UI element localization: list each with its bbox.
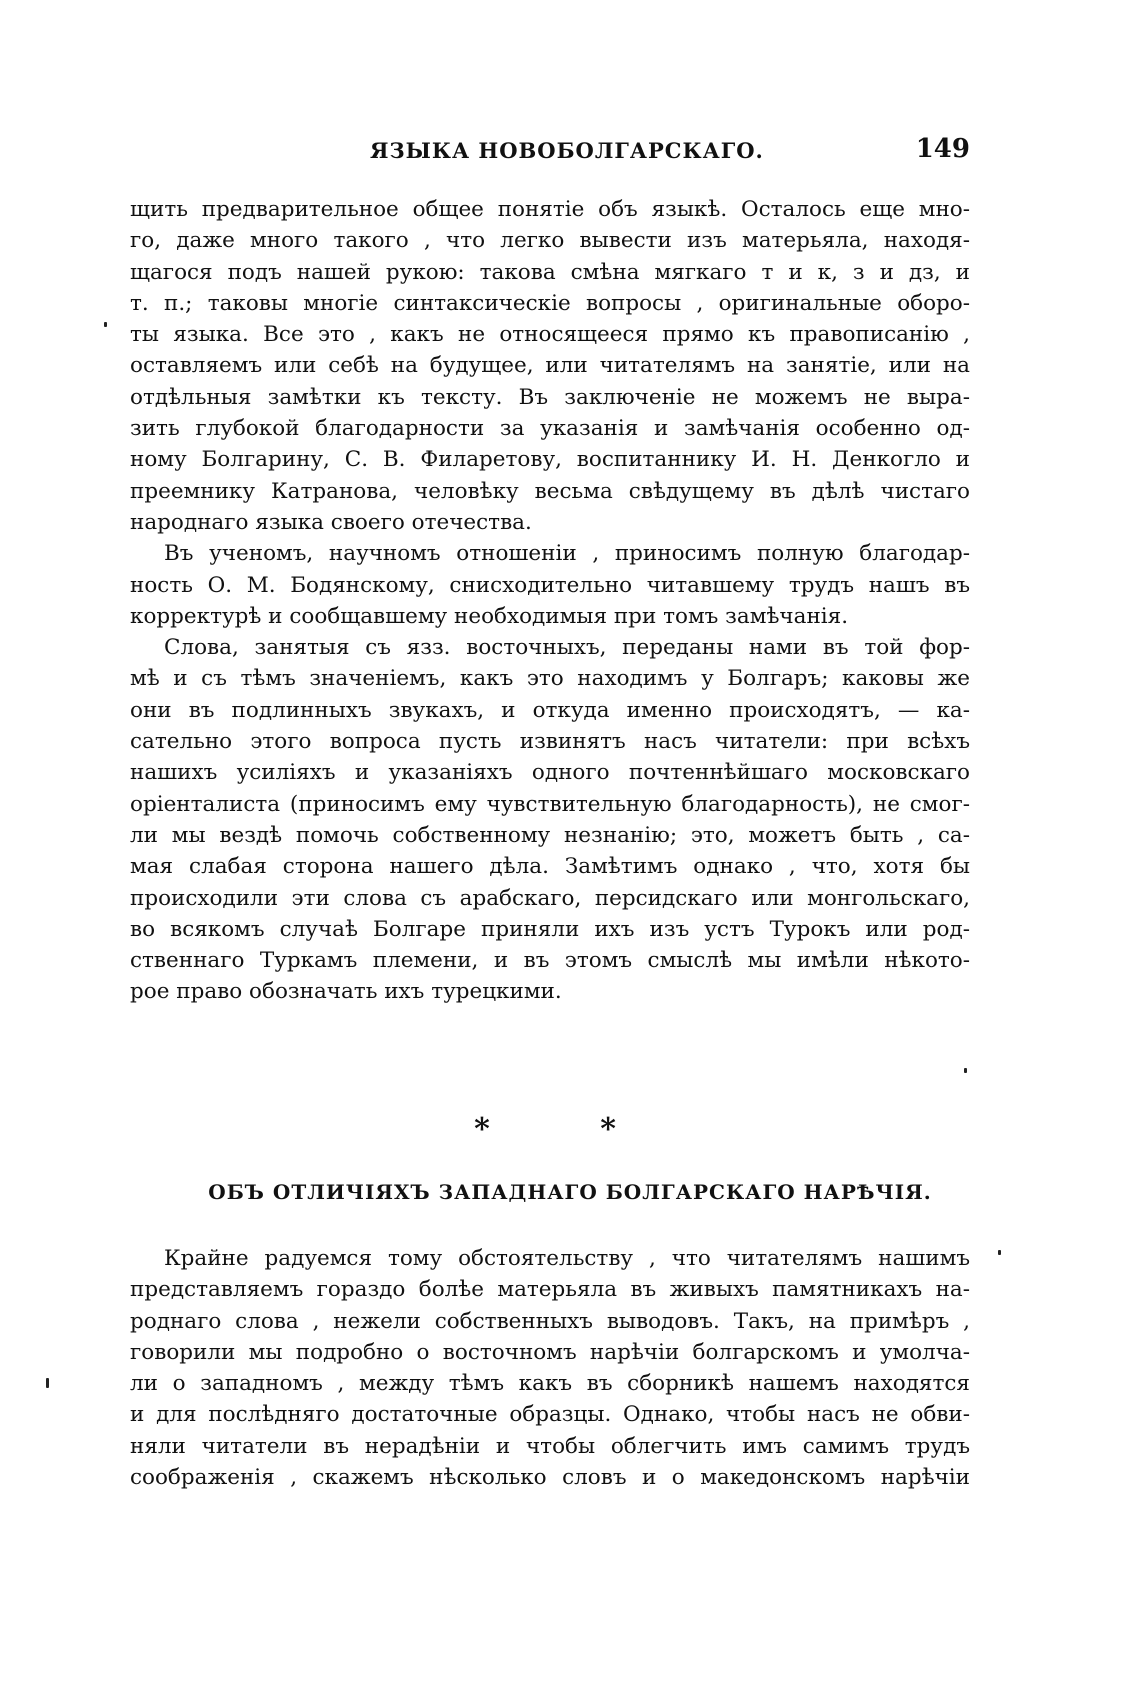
text-line: щагося подъ нашей рукою: такова смѣна мягкаго т и к, з и дз, и [130, 259, 970, 285]
text-line: корректурѣ и сообщавшему необходимыя при томъ замѣчанія. [130, 603, 849, 629]
text-line: во всякомъ случаѣ Болгаре приняли ихъ изъ устъ Турокъ или род- [130, 916, 970, 942]
text-line: зить глубокой благодарности за указанія и замѣчанія особенно од- [130, 416, 970, 442]
scan-speck [998, 1250, 1001, 1255]
text-line: няли читатели въ нерадѣніи и чтобы облегчить имъ самимъ трудъ [130, 1433, 970, 1459]
text-line: Слова, занятыя съ язз. восточныхъ, переданы нами въ той фор- [164, 635, 970, 661]
text-line: народнаго языка своего отечества. [130, 509, 532, 535]
scan-speck [104, 322, 107, 327]
text-line: оріенталиста (приносимъ ему чувствительную благодарность), не смог- [130, 791, 970, 817]
section-separator: * * [474, 1112, 666, 1147]
text-line: нашихъ усиліяхъ и указаніяхъ одного почтеннѣйшаго московскаго [130, 760, 970, 786]
text-line: отдѣльныя замѣтки къ тексту. Въ заключеніе не можемъ не выра- [130, 384, 970, 410]
scan-speck [46, 1378, 49, 1388]
text-line: и для послѣдняго достаточные образцы. Однако, чтобы насъ не обви- [130, 1402, 970, 1428]
text-line: происходили эти слова съ арабскаго, персидскаго или монгольскаго, [130, 885, 970, 911]
running-title: ЯЗЫКА НОВОБОЛГАРСКАГО. [370, 138, 764, 163]
text-line: т. п.; таковы многіе синтаксическіе вопросы , оригинальные оборо- [130, 290, 970, 316]
scan-speck [964, 1068, 967, 1073]
text-line: они въ подлинныхъ звукахъ, и откуда именно происходятъ, — ка- [130, 697, 970, 723]
paragraph [130, 538, 970, 632]
paragraph [130, 194, 970, 538]
text-line: мѣ и съ тѣмъ значеніемъ, какъ это находимъ у Болгаръ; каковы же [130, 666, 970, 692]
text-line: щить предварительное общее понятіе объ языкѣ. Осталось еще мно- [130, 197, 970, 222]
text-line: оставляемъ или себѣ на будущее, или читателямъ на занятіе, или на [130, 353, 970, 379]
text-line: Въ ученомъ, научномъ отношеніи , приносимъ полную благодар- [164, 541, 970, 567]
text-line: ному Болгарину, С. В. Филаретову, воспитаннику И. Н. Денкогло и [130, 447, 970, 473]
text-line: мая слабая сторона нашего дѣла. Замѣтимъ однако , что, хотя бы [130, 854, 970, 880]
page-header [130, 134, 970, 178]
section-text [130, 1243, 970, 1493]
text-line: ты языка. Все это , какъ не относящееся прямо къ правописанію , [130, 322, 970, 348]
section-title: ОБЪ ОТЛИЧІЯХЪ ЗАПАДНАГО БОЛГАРСКАГО НАРѢЧІЯ. [208, 1180, 932, 1204]
text-line: Крайне радуемся тому обстоятельству , что читателямъ нашимъ [164, 1246, 970, 1271]
page-number: 149 [915, 134, 970, 164]
text-line: говорили мы подробно о восточномъ нарѣчіи болгарскомъ и умолча- [130, 1339, 970, 1365]
text-line: ственнаго Туркамъ племени, и въ этомъ смыслѣ мы имѣли нѣкото- [130, 948, 970, 974]
paragraph [130, 1243, 970, 1493]
text-line: роднаго слова , нежели собственныхъ выводовъ. Такъ, на примѣръ , [130, 1308, 970, 1334]
text-line: го, даже много такого , что легко вывести изъ матерьяла, находя- [130, 228, 970, 254]
text-line: представляемъ гораздо болѣе матерьяла въ живыхъ памятникахъ на- [130, 1277, 970, 1303]
text-line: рое право обозначать ихъ турецкими. [130, 979, 562, 1005]
text-line: сательно этого вопроса пусть извинятъ насъ читатели: при всѣхъ [130, 729, 970, 755]
text-line: соображенія , скажемъ нѣсколько словъ и о македонскомъ нарѣчіи [130, 1465, 970, 1491]
text-line: преемнику Катранова, человѣку весьма свѣдущему въ дѣлѣ чистаго [130, 478, 970, 504]
paragraph [130, 632, 970, 1008]
text-line: ли о западномъ , между тѣмъ какъ въ сборникѣ нашемъ находятся [130, 1371, 970, 1397]
text-line: ность О. М. Бодянскому, снисходительно читавшему трудъ нашъ въ [130, 572, 970, 598]
main-text [130, 194, 970, 1008]
text-line: ли мы вездѣ помочь собственному незнанію; это, можетъ быть , са- [130, 822, 970, 848]
